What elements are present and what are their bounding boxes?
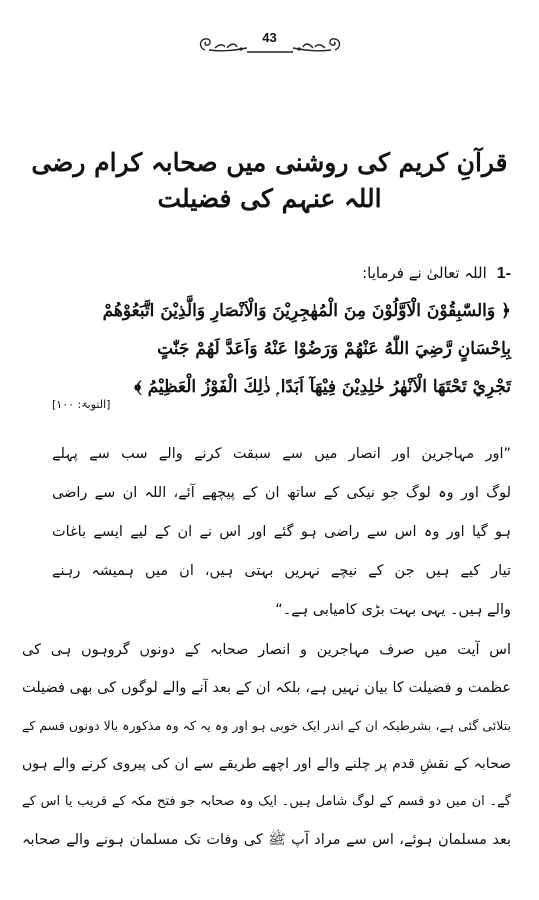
translation-line: ”اور مہاجرین اور انصار میں سے سبقت کرنے والے سب سے پہلے <box>52 446 511 462</box>
verse-translation <box>52 435 511 630</box>
verse-line: بِاِحْسَانٍ رَّضِيَ اللّٰهُ عَنْهُمْ وَرَضُوْا عَنْهُ وَاَعَدَّ لَهُمْ جَنّٰتٍ <box>157 339 511 359</box>
translation-line: لوگ اور وہ لوگ جو نیکی کے ساتھ ان کے پیچھے آئے، اللہ ان سے راضی <box>52 485 511 501</box>
commentary-line: بتلائی گئی ہے، بشرطیکہ ان کے اندر ایک خوبی ہو اور وہ یہ کہ وہ مذکورہ بالا دونوں قسم کے <box>22 718 511 733</box>
commentary-line: عظمت و فضیلت کا بیان نہیں ہے، بلکہ ان کے بعد آنے والے لوگوں کی بھی فضیلت <box>22 680 511 696</box>
commentary-line: گے۔ ان میں دو قسم کے لوگ شامل ہیں۔ ایک وہ صحابہ جو فتح مکہ کے قریب یا اس کے <box>22 794 511 809</box>
translation-line: والے ہیں۔ یہی بہت بڑی کامیابی ہے۔“ <box>275 602 511 618</box>
item-number: 1- <box>496 265 511 282</box>
commentary-line: بعد مسلمان ہوئے، اس سے مراد آپ ﷺ کی وفات تک مسلمان ہونے والے صحابہ <box>22 832 511 848</box>
translation-line: تیار کیے ہیں جن کے نیچے نہریں بہتی ہیں، ان میں ہمیشہ رہنے <box>52 563 511 579</box>
page-number: 43 <box>262 30 277 45</box>
commentary-paragraph <box>22 631 511 859</box>
quran-verse <box>52 292 511 406</box>
commentary-line: اس آیت میں صرف مہاجرین و انصار صحابہ کے دونوں گروہوں ہی کی <box>22 642 511 658</box>
verse-line: تَجْرِيْ تَحْتَهَا الْاَنْهٰرُ خٰلِدِيْنَ فِيْهَآ اَبَدًا ۭ ذٰلِكَ الْفَوْزُ الْعَظِيْمُ ﴾ <box>134 377 511 397</box>
commentary-line: صحابہ کے نقشِ قدم پر چلنے والے اور اچھے طریقے سے ان کی پیروی کرنے والے ہوں <box>22 756 511 772</box>
page-title: قرآنِ کریم کی روشنی میں صحابہ کرام رضی اللہ عنہم کی فضیلت <box>31 147 508 213</box>
list-item-1 <box>362 264 511 283</box>
item-intro: اللہ تعالیٰ نے فرمایا: <box>362 264 487 282</box>
verse-reference: [التوبۃ: ۱۰۰] <box>52 398 111 411</box>
verse-line: ﴿ وَالسّٰبِقُوْنَ الْاَوَّلُوْنَ مِنَ الْمُهٰجِرِيْنَ وَالْاَنْصَارِ وَالَّذِيْنَ اتَّبَعُوْهُمْ <box>102 301 511 321</box>
translation-line: ہو گیا اور وہ اس سے راضی ہو گئے اور اس نے ان کے لیے ایسے باغات <box>52 524 511 540</box>
